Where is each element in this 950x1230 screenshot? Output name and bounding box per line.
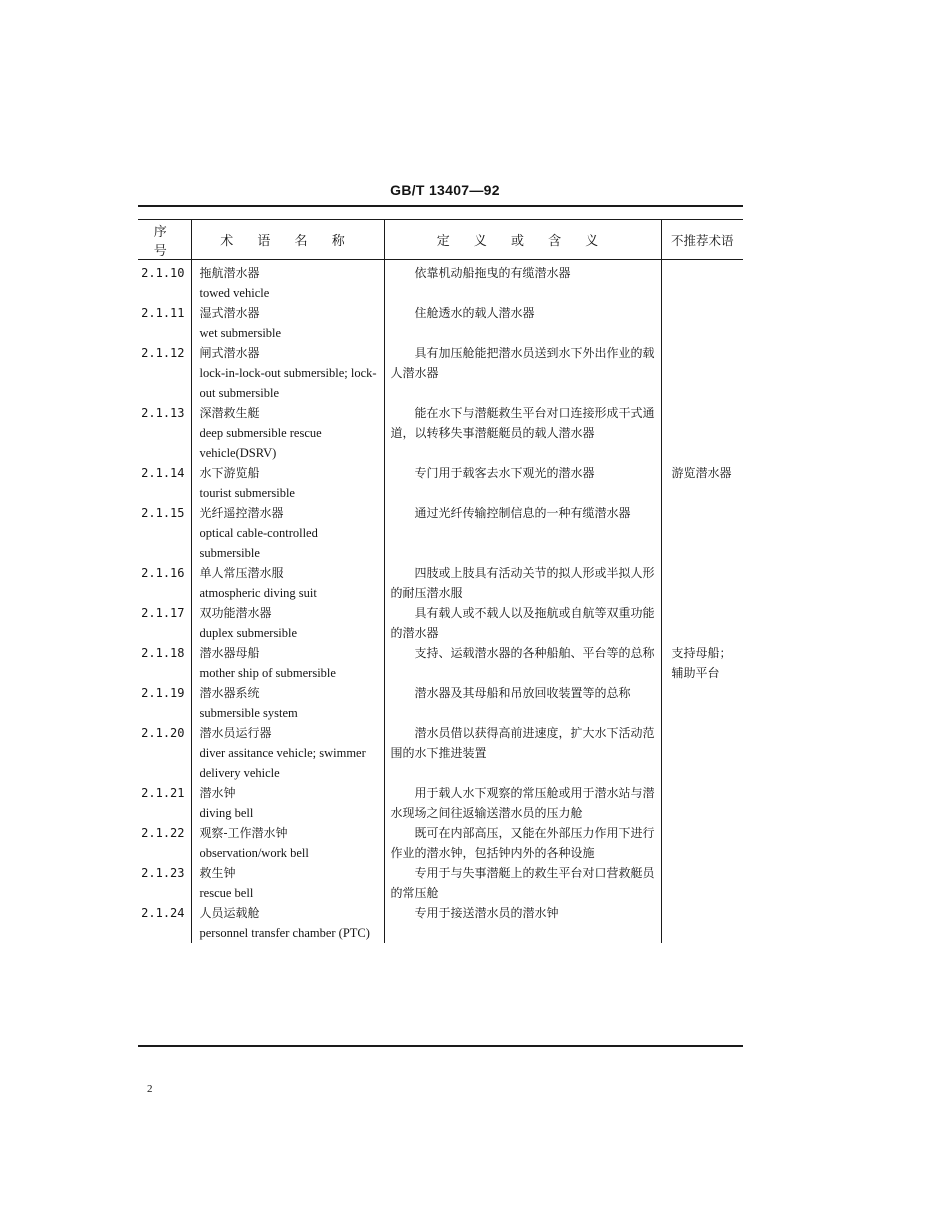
term-number: 2.1.15 bbox=[141, 506, 185, 520]
page-number: 2 bbox=[147, 1083, 153, 1095]
term-chinese: 救生钟 bbox=[199, 866, 236, 880]
term-definition: 具有载人或不载人以及拖航或自航等双重功能的潜水器 bbox=[384, 603, 661, 643]
term-number: 2.1.20 bbox=[141, 726, 185, 740]
term-cell bbox=[191, 863, 384, 903]
term-cell bbox=[191, 403, 384, 463]
term-chinese: 光纤遥控潜水器 bbox=[199, 506, 284, 520]
term-english: personnel transfer chamber (PTC) bbox=[199, 926, 370, 940]
table-row bbox=[138, 903, 743, 943]
term-definition: 支持、运载潜水器的各种船舶、平台等的总称 bbox=[384, 643, 661, 683]
deprecated-term bbox=[661, 863, 743, 903]
term-english: tourist submersible bbox=[199, 486, 295, 500]
term-cell bbox=[191, 343, 384, 403]
term-number: 2.1.14 bbox=[141, 466, 185, 480]
table-row bbox=[138, 403, 743, 463]
table-row bbox=[138, 503, 743, 563]
table-row bbox=[138, 643, 743, 683]
deprecated-term bbox=[661, 343, 743, 403]
deprecated-term bbox=[661, 260, 743, 304]
term-cell bbox=[191, 563, 384, 603]
term-english: deep submersible rescue vehicle(DSRV) bbox=[199, 426, 322, 460]
header-number: 序 号 bbox=[138, 220, 191, 260]
table-row bbox=[138, 303, 743, 343]
term-chinese: 潜水员运行器 bbox=[199, 726, 272, 740]
term-definition: 专用于接送潜水员的潜水钟 bbox=[384, 903, 661, 943]
term-cell bbox=[191, 823, 384, 863]
terms-body bbox=[138, 260, 743, 944]
term-number: 2.1.12 bbox=[141, 346, 185, 360]
term-number: 2.1.10 bbox=[141, 266, 185, 280]
term-number: 2.1.22 bbox=[141, 826, 185, 840]
term-definition: 四肢或上肢具有活动关节的拟人形或半拟人形的耐压潜水服 bbox=[384, 563, 661, 603]
term-english: diver assitance vehicle; swimmer delivery vehicle bbox=[199, 746, 366, 780]
term-english: wet submersible bbox=[199, 326, 282, 340]
table-row bbox=[138, 863, 743, 903]
deprecated-term: 游览潜水器 bbox=[661, 463, 743, 503]
term-definition: 住舱透水的载人潜水器 bbox=[384, 303, 661, 343]
table-row bbox=[138, 343, 743, 403]
term-number: 2.1.19 bbox=[141, 686, 185, 700]
term-definition: 依靠机动船拖曳的有缆潜水器 bbox=[384, 260, 661, 304]
term-english: optical cable-controlled submersible bbox=[199, 526, 318, 560]
term-chinese: 人员运载舱 bbox=[199, 906, 260, 920]
header-term: 术 语 名 称 bbox=[191, 220, 384, 260]
term-cell bbox=[191, 783, 384, 823]
deprecated-term bbox=[661, 683, 743, 723]
table-row bbox=[138, 603, 743, 643]
term-definition: 能在水下与潜艇救生平台对口连接形成干式通道，以转移失事潜艇艇员的载人潜水器 bbox=[384, 403, 661, 463]
table-row bbox=[138, 683, 743, 723]
terms-table bbox=[138, 219, 743, 943]
deprecated-term bbox=[661, 603, 743, 643]
deprecated-term bbox=[661, 503, 743, 563]
term-english: diving bell bbox=[199, 806, 254, 820]
term-definition: 具有加压舱能把潜水员送到水下外出作业的载人潜水器 bbox=[384, 343, 661, 403]
deprecated-term bbox=[661, 903, 743, 943]
table-row bbox=[138, 563, 743, 603]
term-number: 2.1.17 bbox=[141, 606, 185, 620]
term-english: submersible system bbox=[199, 706, 298, 720]
term-number: 2.1.18 bbox=[141, 646, 185, 660]
standard-code: GB/T 13407—92 bbox=[390, 182, 500, 198]
term-number: 2.1.23 bbox=[141, 866, 185, 880]
term-english: atmospheric diving suit bbox=[199, 586, 317, 600]
deprecated-term bbox=[661, 783, 743, 823]
term-cell bbox=[191, 463, 384, 503]
term-english: towed vehicle bbox=[199, 286, 270, 300]
table-row bbox=[138, 463, 743, 503]
term-definition: 通过光纤传输控制信息的一种有缆潜水器 bbox=[384, 503, 661, 563]
term-number: 2.1.24 bbox=[141, 906, 185, 920]
term-definition: 专用于与失事潜艇上的救生平台对口营救艇员的常压舱 bbox=[384, 863, 661, 903]
term-chinese: 水下游览船 bbox=[199, 466, 260, 480]
term-cell bbox=[191, 723, 384, 783]
term-definition: 专门用于载客去水下观光的潜水器 bbox=[384, 463, 661, 503]
table-row bbox=[138, 823, 743, 863]
term-english: duplex submersible bbox=[199, 626, 298, 640]
term-chinese: 单人常压潜水服 bbox=[199, 566, 284, 580]
deprecated-term: 支持母船；辅助平台 bbox=[661, 643, 743, 683]
bottom-rule bbox=[138, 1045, 743, 1047]
table-header-row bbox=[138, 220, 743, 260]
term-number: 2.1.16 bbox=[141, 566, 185, 580]
term-cell bbox=[191, 903, 384, 943]
term-cell bbox=[191, 503, 384, 563]
term-definition: 潜水器及其母船和吊放回收装置等的总称 bbox=[384, 683, 661, 723]
term-number: 2.1.13 bbox=[141, 406, 185, 420]
term-chinese: 湿式潜水器 bbox=[199, 306, 260, 320]
term-number: 2.1.11 bbox=[141, 306, 185, 320]
term-chinese: 拖航潜水器 bbox=[199, 266, 260, 280]
term-cell bbox=[191, 643, 384, 683]
term-english: mother ship of submersible bbox=[199, 666, 336, 680]
term-chinese: 闸式潜水器 bbox=[199, 346, 260, 360]
deprecated-term bbox=[661, 823, 743, 863]
term-cell bbox=[191, 683, 384, 723]
term-chinese: 潜水器母船 bbox=[199, 646, 260, 660]
deprecated-term bbox=[661, 403, 743, 463]
table-row bbox=[138, 260, 743, 304]
table-row bbox=[138, 783, 743, 823]
deprecated-term bbox=[661, 563, 743, 603]
term-chinese: 潜水钟 bbox=[199, 786, 236, 800]
term-definition: 用于载人水下观察的常压舱或用于潜水站与潜水现场之间往返输送潜水员的压力舱 bbox=[384, 783, 661, 823]
top-rule bbox=[138, 205, 743, 207]
term-english: lock-in-lock-out submersible; lock-out submersible bbox=[199, 366, 377, 400]
term-chinese: 潜水器系统 bbox=[199, 686, 260, 700]
term-english: observation/work bell bbox=[199, 846, 309, 860]
table-row bbox=[138, 723, 743, 783]
term-number: 2.1.21 bbox=[141, 786, 185, 800]
deprecated-term bbox=[661, 723, 743, 783]
deprecated-term bbox=[661, 303, 743, 343]
header-definition: 定 义 或 含 义 bbox=[384, 220, 661, 260]
term-chinese: 深潜救生艇 bbox=[199, 406, 260, 420]
term-cell bbox=[191, 260, 384, 304]
term-cell bbox=[191, 303, 384, 343]
term-chinese: 双功能潜水器 bbox=[199, 606, 272, 620]
header-deprecated: 不推荐术语 bbox=[661, 220, 743, 260]
term-definition: 既可在内部高压，又能在外部压力作用下进行作业的潜水钟，包括钟内外的各种设施 bbox=[384, 823, 661, 863]
term-cell bbox=[191, 603, 384, 643]
term-chinese: 观察-工作潜水钟 bbox=[199, 826, 288, 840]
term-english: rescue bell bbox=[199, 886, 254, 900]
term-definition: 潜水员借以获得高前进速度，扩大水下活动范围的水下推进装置 bbox=[384, 723, 661, 783]
